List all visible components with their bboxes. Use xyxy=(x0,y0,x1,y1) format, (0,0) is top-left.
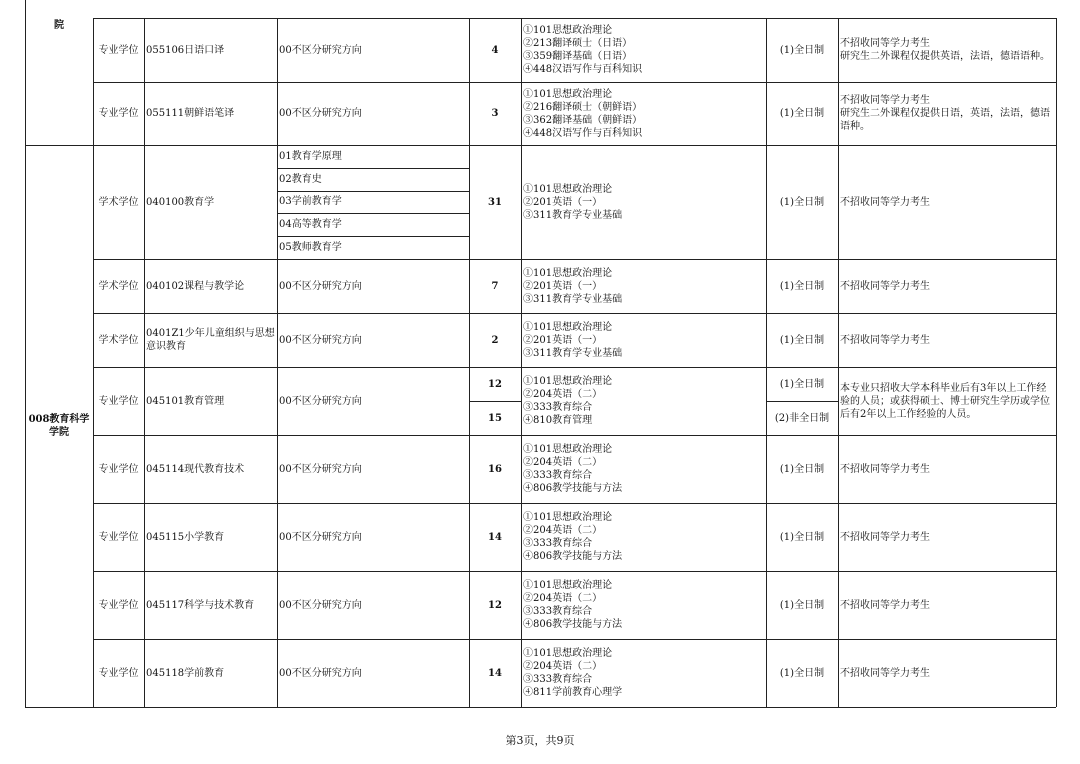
major-name: 045117科学与技术教育 xyxy=(146,599,255,611)
subject-line: ②204英语（二） xyxy=(523,389,603,400)
subject-line: ②201英语（一） xyxy=(523,334,603,346)
table-rule xyxy=(277,236,469,237)
enrollment-count: 2 xyxy=(491,334,499,346)
table-rule xyxy=(1056,18,1057,707)
table-rule xyxy=(766,401,838,402)
major-name: 040102课程与教学论 xyxy=(146,280,245,292)
research-direction: 00不区分研究方向 xyxy=(279,531,362,543)
study-mode: (1)全日制 xyxy=(779,108,825,119)
degree-type: 专业学位 xyxy=(98,44,139,56)
subject-line: ③311教育学专业基础 xyxy=(523,293,623,305)
exam-subjects xyxy=(521,571,766,639)
subject-line: ④806教学技能与方法 xyxy=(523,483,623,494)
subject-line: ①101思想政治理论 xyxy=(523,376,613,387)
remarks: 不招收同等学力考生 xyxy=(840,531,930,543)
enrollment-count: 12 xyxy=(488,599,502,611)
subject-line: ②216翻译硕士（朝鲜语） xyxy=(523,101,643,113)
major-name: 045114现代教育技术 xyxy=(146,463,245,475)
research-direction: 00不区分研究方向 xyxy=(279,667,362,679)
subject-line: ③333教育综合 xyxy=(523,470,593,481)
remarks: 不招收同等学力考生 xyxy=(840,196,930,208)
subject-line: ③359翻译基础（日语） xyxy=(523,51,633,62)
study-mode: (1)全日制 xyxy=(779,334,825,346)
table-rule xyxy=(469,401,521,402)
subject-line: ①101思想政治理论 xyxy=(523,512,613,523)
research-direction: 02教育史 xyxy=(279,173,322,185)
degree-type: 学术学位 xyxy=(98,334,139,346)
enrollment-count: 12 xyxy=(488,378,502,390)
enrollment-count: 15 xyxy=(488,412,502,424)
subject-line: ②201英语（一） xyxy=(523,280,603,292)
subject-line: ①101思想政治理论 xyxy=(523,321,613,333)
subject-line: ③333教育综合 xyxy=(523,674,593,685)
research-direction: 00不区分研究方向 xyxy=(279,334,362,346)
exam-subjects xyxy=(521,503,766,571)
major-name: 0401Z1少年儿童组织与思想意识教育 xyxy=(146,328,275,352)
research-direction: 04高等教育学 xyxy=(279,219,342,231)
subject-line: ③333教育综合 xyxy=(523,402,593,413)
subject-line: ①101思想政治理论 xyxy=(523,183,613,195)
exam-subjects xyxy=(521,18,766,82)
subject-line: ②204英语（二） xyxy=(523,661,603,672)
enrollment-count: 31 xyxy=(488,196,502,208)
exam-subjects xyxy=(521,367,766,435)
degree-type: 专业学位 xyxy=(98,463,139,475)
exam-subjects xyxy=(521,145,766,259)
major-name: 045101教育管理 xyxy=(146,395,225,407)
study-mode: (1)全日制 xyxy=(779,599,825,611)
subject-line: ②213翻译硕士（日语） xyxy=(523,38,633,49)
subject-line: ③362翻译基础（朝鲜语） xyxy=(523,114,643,126)
exam-subjects xyxy=(521,639,766,707)
subject-line: ①101思想政治理论 xyxy=(523,580,613,591)
study-mode: (1)全日制 xyxy=(779,196,825,208)
enrollment-count: 14 xyxy=(488,531,502,543)
remarks: 不招收同等学力考生 xyxy=(840,334,930,346)
table-rule xyxy=(277,168,469,169)
exam-subjects xyxy=(521,82,766,145)
college-label-top: 院 xyxy=(54,19,64,31)
research-direction: 00不区分研究方向 xyxy=(279,108,362,119)
enrollment-count: 3 xyxy=(491,108,499,119)
subject-line: ②204英语（二） xyxy=(523,457,603,468)
remarks: 不招收同等学力考生 研究生二外课程仅提供英语，法语，德语语种。 xyxy=(840,38,1050,62)
subject-line: ②204英语（二） xyxy=(523,593,603,604)
subject-line: ④448汉语写作与百科知识 xyxy=(523,127,643,139)
study-mode: (1)全日制 xyxy=(779,667,825,679)
major-name: 040100教育学 xyxy=(146,196,215,208)
remarks: 不招收同等学力考生 xyxy=(840,599,930,611)
remarks: 不招收同等学力考生 xyxy=(840,463,930,475)
major-name: 055111朝鲜语笔译 xyxy=(146,108,235,119)
subject-line: ③333教育综合 xyxy=(523,538,593,549)
research-direction: 01教育学原理 xyxy=(279,150,342,162)
enrollment-count: 16 xyxy=(488,463,502,475)
exam-subjects xyxy=(521,259,766,313)
table-rule xyxy=(277,213,469,214)
subject-line: ①101思想政治理论 xyxy=(523,444,613,455)
subject-line: ②204英语（二） xyxy=(523,525,603,536)
subject-line: ③333教育综合 xyxy=(523,606,593,617)
major-name: 045115小学教育 xyxy=(146,531,225,543)
enrollment-count: 4 xyxy=(491,44,499,56)
enrollment-count: 7 xyxy=(491,280,499,292)
study-mode: (1)全日制 xyxy=(779,378,825,390)
research-direction: 03学前教育学 xyxy=(279,196,342,208)
degree-type: 专业学位 xyxy=(98,667,139,679)
college-label-edu: 008教育科学学院 xyxy=(28,414,90,438)
subject-line: ④448汉语写作与百科知识 xyxy=(523,64,643,75)
major-name: 045118学前教育 xyxy=(146,667,225,679)
research-direction: 00不区分研究方向 xyxy=(279,599,362,611)
remarks: 不招收同等学力考生 研究生二外课程仅提供日语，英语，法语，德语语种。 xyxy=(840,95,1050,132)
study-mode: (2)非全日制 xyxy=(774,412,830,424)
degree-type: 专业学位 xyxy=(98,108,139,119)
subject-line: ①101思想政治理论 xyxy=(523,25,613,36)
degree-type: 学术学位 xyxy=(98,196,139,208)
degree-type: 专业学位 xyxy=(98,599,139,611)
study-mode: (1)全日制 xyxy=(779,531,825,543)
research-direction: 00不区分研究方向 xyxy=(279,44,362,56)
degree-type: 学术学位 xyxy=(98,280,139,292)
table-rule xyxy=(277,191,469,192)
subject-line: ③311教育学专业基础 xyxy=(523,347,623,359)
subject-line: ①101思想政治理论 xyxy=(523,648,613,659)
subject-line: ④810教育管理 xyxy=(523,415,593,426)
page-footer: 第3页，共9页 xyxy=(505,734,575,747)
exam-subjects xyxy=(521,313,766,367)
subject-line: ①101思想政治理论 xyxy=(523,267,613,279)
research-direction: 00不区分研究方向 xyxy=(279,395,362,407)
subject-line: ③311教育学专业基础 xyxy=(523,209,623,221)
exam-subjects xyxy=(521,435,766,503)
remarks: 本专业只招收大学本科毕业后有3年以上工作经验的人员；或获得硕士、博士研究生学历或学位后有2年以上工作经验的人员。 xyxy=(840,382,1050,420)
enrollment-count: 14 xyxy=(488,667,502,679)
subject-line: ④806教学技能与方法 xyxy=(523,619,623,630)
research-direction: 00不区分研究方向 xyxy=(279,280,362,292)
degree-type: 专业学位 xyxy=(98,531,139,543)
degree-type: 专业学位 xyxy=(98,395,139,407)
table-rule xyxy=(25,707,1056,708)
major-name: 055106日语口译 xyxy=(146,44,225,56)
subject-line: ②201英语（一） xyxy=(523,196,603,208)
study-mode: (1)全日制 xyxy=(779,44,825,56)
subject-line: ④811学前教育心理学 xyxy=(523,687,623,698)
remarks: 不招收同等学力考生 xyxy=(840,667,930,679)
research-direction: 05教师教育学 xyxy=(279,242,342,254)
study-mode: (1)全日制 xyxy=(779,280,825,292)
study-mode: (1)全日制 xyxy=(779,463,825,475)
subject-line: ④806教学技能与方法 xyxy=(523,551,623,562)
research-direction: 00不区分研究方向 xyxy=(279,463,362,475)
remarks: 不招收同等学力考生 xyxy=(840,280,930,292)
subject-line: ①101思想政治理论 xyxy=(523,88,613,100)
